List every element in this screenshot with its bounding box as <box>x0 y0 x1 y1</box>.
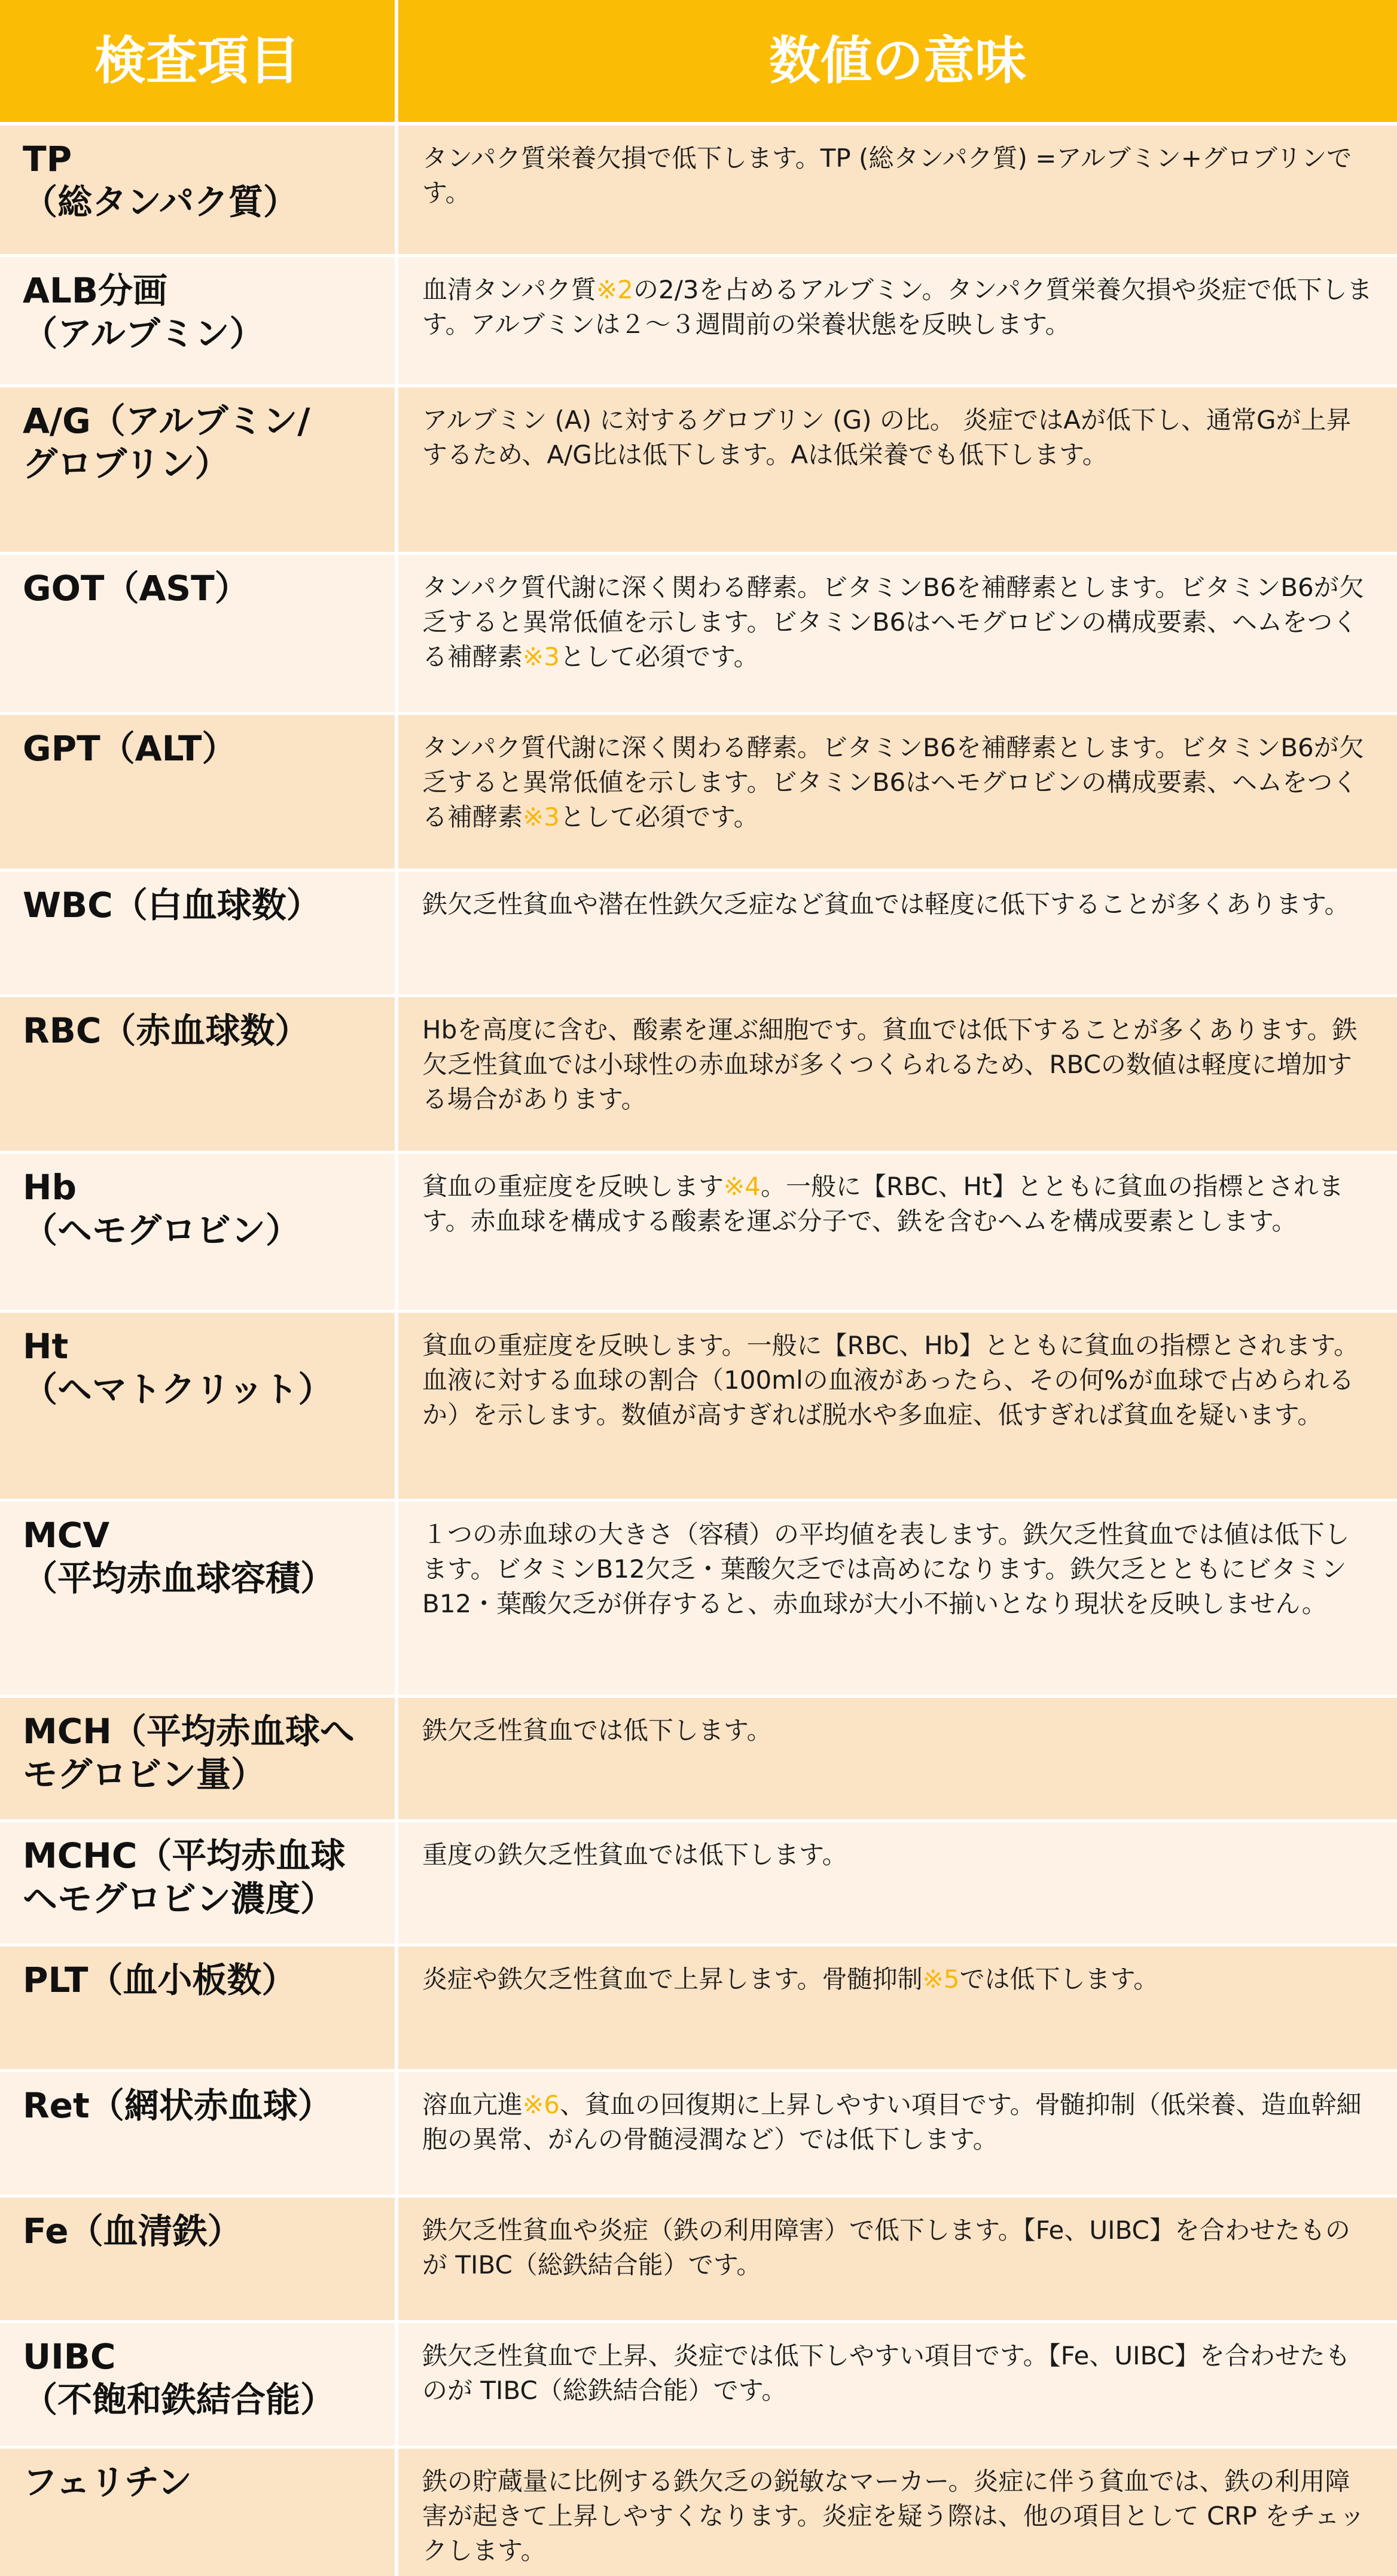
test-item-name: MCHC（平均赤血球 ヘモグロビン濃度） <box>0 1822 395 1944</box>
test-item-meaning <box>398 2449 1397 2576</box>
table-row <box>0 872 1397 994</box>
test-item-meaning <box>398 1502 1397 1695</box>
table-row <box>0 2449 1397 2576</box>
meaning-text: タンパク質栄養欠損で低下します。TP (総タンパク質) =アルブミン+グロブリンです。 <box>422 143 1352 207</box>
table-row <box>0 997 1397 1151</box>
meaning-text: 鉄欠乏性貧血で上昇、炎症では低下しやすい項目です。【Fe、UIBC】を合わせたものが TIBC（総鉄結合能）です。 <box>422 2341 1350 2405</box>
test-item-meaning <box>398 1313 1397 1499</box>
test-item-meaning <box>398 715 1397 869</box>
table-row <box>0 257 1397 384</box>
table-row <box>0 387 1397 552</box>
meaning-text: 炎症や鉄欠乏性貧血で上昇します。骨髄抑制 <box>422 1964 923 1994</box>
meaning-text: の2/3を占めるアルブミン。タンパク質栄養欠損や炎症で低下します。アルブミンは２～３週間前の栄養状態を反映します。 <box>422 275 1372 339</box>
footnote-marker: ※3 <box>523 802 560 832</box>
table-header <box>0 0 1397 122</box>
header-test-item: 検査項目 <box>0 0 395 122</box>
table-row <box>0 715 1397 869</box>
table-row <box>0 2072 1397 2195</box>
header-meaning: 数値の意味 <box>398 0 1397 122</box>
meaning-text: 血清タンパク質 <box>422 275 597 304</box>
test-item-name: MCV （平均赤血球容積） <box>0 1502 395 1695</box>
test-item-name: フェリチン <box>0 2449 395 2576</box>
test-item-name: ALB分画 （アルブミン） <box>0 257 395 384</box>
meaning-text: 、貧血の回復期に上昇しやすい項目です。骨髄抑制（低栄養、造血幹細胞の異常、がんの骨髄浸潤など）では低下します。 <box>422 2090 1362 2154</box>
test-item-meaning <box>398 1154 1397 1310</box>
meaning-text: では低下します。 <box>959 1964 1159 1994</box>
meaning-text: 溶血亢進 <box>422 2090 523 2119</box>
meaning-text: 重度の鉄欠乏性貧血では低下します。 <box>422 1840 847 1869</box>
meaning-text: タンパク質代謝に深く関わる酵素。ビタミンB6を補酵素とします。ビタミンB6が欠乏すると異常低値を示します。ビタミンB6はヘモグロビンの構成要素、ヘムをつくる補酵素 <box>422 573 1364 671</box>
test-item-name: Fe（血清鉄） <box>0 2198 395 2320</box>
test-item-meaning <box>398 2323 1397 2446</box>
test-item-name: Ret（網状赤血球） <box>0 2072 395 2195</box>
test-item-name: GOT（AST） <box>0 555 395 712</box>
footnote-marker: ※5 <box>922 1964 960 1994</box>
meaning-text: アルブミン (A) に対するグロブリン (G) の比。 炎症ではAが低下し、通常Gが上昇するため、A/G比は低下します。Aは低栄養でも低下します。 <box>422 405 1352 469</box>
footnote-marker: ※6 <box>523 2090 560 2119</box>
meaning-text: 鉄欠乏性貧血や炎症（鉄の利用障害）で低下します。【Fe、UIBC】を合わせたものが TIBC（総鉄結合能）です。 <box>422 2216 1350 2279</box>
meaning-text: 貧血の重症度を反映します <box>422 1172 724 1201</box>
test-item-name: A/G（アルブミン/ グロブリン） <box>0 387 395 552</box>
test-item-meaning <box>398 555 1397 712</box>
table-row <box>0 1946 1397 2069</box>
test-item-meaning <box>398 2072 1397 2195</box>
table-row <box>0 555 1397 712</box>
meaning-text: 鉄欠乏性貧血や潜在性鉄欠乏症など貧血では軽度に低下することが多くあります。 <box>422 890 1350 919</box>
table-row <box>0 1154 1397 1310</box>
test-item-name: UIBC （不飽和鉄結合能） <box>0 2323 395 2446</box>
test-item-name: PLT（血小板数） <box>0 1946 395 2069</box>
table-row <box>0 2198 1397 2320</box>
meaning-text: 貧血の重症度を反映します。一般に【RBC、Hb】とともに貧血の指標とされます。血液に対する血球の割合（100mlの血液があったら、その何%が血球で占められるか）を示します。数値が高すぎれば脱水や多血症、低すぎれば貧血を疑います。 <box>422 1331 1359 1429</box>
test-item-meaning <box>398 997 1397 1151</box>
footnote-marker: ※4 <box>724 1172 761 1201</box>
meaning-text: １つの赤血球の大きさ（容積）の平均値を表します。鉄欠乏性貧血では値は低下します。ビタミンB12欠乏・葉酸欠乏では高めになります。鉄欠乏とともにビタミンB12・葉酸欠乏が併存すると、赤血球が大小不揃いとなり現状を反映しません。 <box>422 1520 1350 1618</box>
test-item-meaning <box>398 2198 1397 2320</box>
meaning-text: 鉄の貯蔵量に比例する鉄欠乏の鋭敏なマーカー。炎症に伴う貧血では、鉄の利用障害が起きて上昇しやすくなります。炎症を疑う際は、他の項目として CRP をチェックします。 <box>422 2467 1365 2565</box>
test-item-name: Ht （ヘマトクリット） <box>0 1313 395 1499</box>
footnote-marker: ※2 <box>596 275 633 304</box>
meaning-text: として必須です。 <box>559 802 759 832</box>
table-row <box>0 126 1397 254</box>
footnote-marker: ※3 <box>523 642 560 671</box>
table-row <box>0 1822 1397 1944</box>
test-item-meaning <box>398 1946 1397 2069</box>
table-row <box>0 1502 1397 1695</box>
test-item-name: MCH（平均赤血球へ モグロビン量） <box>0 1698 395 1819</box>
meaning-text: 。一般に【RBC、Ht】とともに貧血の指標とされます。赤血球を構成する酸素を運ぶ分子で、鉄を含むヘムを構成要素とします。 <box>422 1172 1344 1236</box>
meaning-text: タンパク質代謝に深く関わる酵素。ビタミンB6を補酵素とします。ビタミンB6が欠乏すると異常低値を示します。ビタミンB6はヘモグロビンの構成要素、ヘムをつくる補酵素 <box>422 733 1364 832</box>
meaning-text: Hbを高度に含む、酸素を運ぶ細胞です。貧血では低下することが多くあります。鉄欠乏性貧血では小球性の赤血球が多くつくられるため、RBCの数値は軽度に増加する場合があります。 <box>422 1015 1358 1114</box>
test-item-name: TP （総タンパク質） <box>0 126 395 254</box>
test-item-meaning <box>398 1698 1397 1819</box>
table-row <box>0 1698 1397 1819</box>
test-item-name: Hb （ヘモグロビン） <box>0 1154 395 1310</box>
meaning-text: 鉄欠乏性貧血では低下します。 <box>422 1716 772 1745</box>
test-item-meaning <box>398 126 1397 254</box>
test-item-name: WBC（白血球数） <box>0 872 395 994</box>
table-row <box>0 1313 1397 1499</box>
test-item-name: RBC（赤血球数） <box>0 997 395 1151</box>
test-item-meaning <box>398 872 1397 994</box>
meaning-text: として必須です。 <box>559 642 759 671</box>
table-row <box>0 2323 1397 2446</box>
test-item-name: GPT（ALT） <box>0 715 395 869</box>
test-item-meaning <box>398 1822 1397 1944</box>
test-item-meaning <box>398 257 1397 384</box>
test-item-meaning <box>398 387 1397 552</box>
